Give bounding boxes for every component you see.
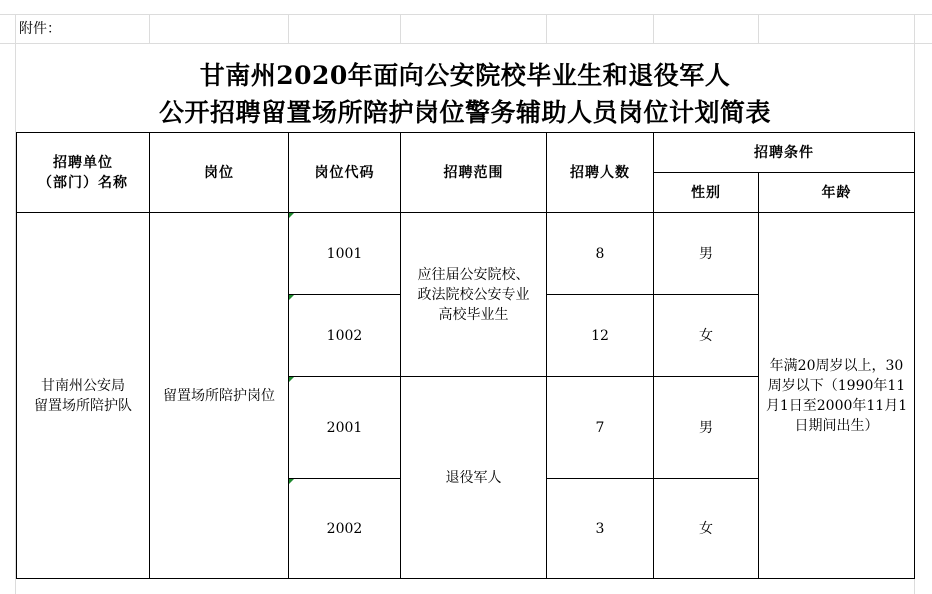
count-value: 12 xyxy=(591,327,609,344)
header-unit xyxy=(17,133,149,212)
table-row-4-code xyxy=(289,479,400,578)
header-unit-label: 招聘单位 （部门）名称 xyxy=(38,154,128,191)
header-scope-label: 招聘范围 xyxy=(443,164,504,181)
header-code xyxy=(289,133,400,212)
code-value: 2002 xyxy=(326,520,363,537)
code-value: 1001 xyxy=(326,245,363,262)
unit-name: 甘南州公安局 留置场所陪护队 xyxy=(34,377,132,414)
header-gender xyxy=(654,173,758,212)
scope-graduates: 应往届公安院校、 政法院校公安专业 高校毕业生 xyxy=(417,266,530,323)
attachment-label: 附件： xyxy=(19,21,61,37)
table-row-3-count xyxy=(547,377,653,478)
header-conditions xyxy=(654,133,914,172)
scope-cell-graduates xyxy=(401,213,546,376)
header-code-label: 岗位代码 xyxy=(314,164,375,181)
age-requirement: 年满20周岁以上，30 周岁以下（1990年11 月1日至2000年11月1 日期间出生） xyxy=(765,357,908,434)
age-cell xyxy=(759,213,914,578)
gender-value: 男 xyxy=(699,245,713,262)
gender-value: 女 xyxy=(699,520,713,537)
header-age-label: 年龄 xyxy=(821,184,852,201)
header-count-label: 招聘人数 xyxy=(570,164,630,181)
table-row-3-gender xyxy=(654,377,758,478)
table-row-2-code xyxy=(289,295,400,376)
post-name: 留置场所陪护岗位 xyxy=(163,387,275,404)
table-row-4-gender xyxy=(654,479,758,578)
count-value: 3 xyxy=(595,520,605,537)
gender-value: 男 xyxy=(699,419,713,436)
table-row-2-count xyxy=(547,295,653,376)
table-row-1-count xyxy=(547,213,653,294)
count-value: 7 xyxy=(595,419,605,436)
gender-value: 女 xyxy=(699,327,713,344)
table-row-2-gender xyxy=(654,295,758,376)
table-row-3-code xyxy=(289,377,400,478)
title-line-2: 公开招聘留置场所陪护岗位警务辅助人员岗位计划简表 xyxy=(158,98,771,127)
header-age xyxy=(759,173,914,212)
header-conditions-label: 招聘条件 xyxy=(754,144,814,161)
post-name-cell xyxy=(150,213,288,578)
header-gender-label: 性别 xyxy=(691,184,721,201)
code-value: 1002 xyxy=(326,327,363,344)
unit-name-cell xyxy=(17,213,149,578)
scope-cell-veterans xyxy=(401,377,546,578)
table-row-1-gender xyxy=(654,213,758,294)
count-value: 8 xyxy=(595,245,605,262)
code-value: 2001 xyxy=(326,419,363,436)
header-count xyxy=(547,133,653,212)
header-post xyxy=(150,133,288,212)
table-row-1-code xyxy=(289,213,400,294)
header-post-label: 岗位 xyxy=(204,164,234,181)
table-row-4-count xyxy=(547,479,653,578)
header-scope xyxy=(401,133,546,212)
scope-veterans: 退役军人 xyxy=(445,469,502,486)
title-line-1: 甘南州2020年面向公安院校毕业生和退役军人 xyxy=(199,61,731,90)
